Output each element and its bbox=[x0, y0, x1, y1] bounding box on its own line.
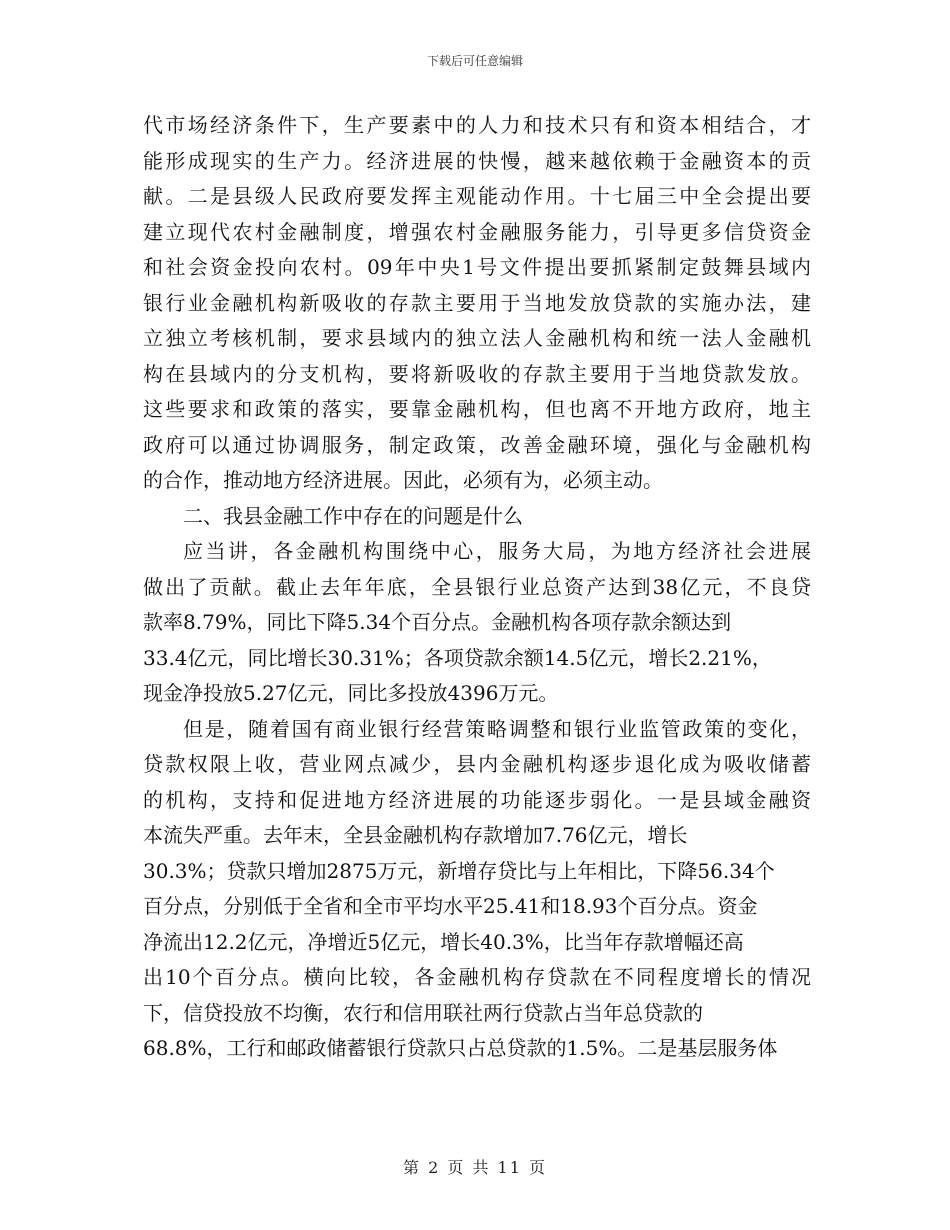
paragraph bbox=[143, 712, 811, 1067]
text-line: 33.4亿元，同比增长30.31%；各项贷款余额14.5亿元，增长2.21%， bbox=[143, 645, 772, 670]
paragraph bbox=[143, 108, 811, 499]
text-line: 和社会资金投向农村。09年中央1号文件提出要抓紧制定鼓舞县域内 bbox=[143, 255, 811, 279]
text-line: 款率8.79%，同比下降5.34个百分点。金融机构各项存款余额达到 bbox=[143, 610, 732, 634]
text-line: 代市场经济条件下，生产要素中的人力和技术只有和资本相结合，才 bbox=[143, 113, 811, 137]
text-line: 立独立考核机制，要求县域内的独立法人金融机构和统一法人金融机 bbox=[143, 326, 811, 350]
text-line: 的合作，推动地方经济进展。因此，必须有为，必须主动。 bbox=[143, 468, 663, 492]
text-line: 本流失严重。去年末，全县金融机构存款增加7.76亿元，增长 bbox=[143, 823, 688, 847]
text-line: 政府可以通过协调服务，制定政策，改善金融环境，强化与金融机构 bbox=[143, 432, 811, 457]
text-line: 30.3%；贷款只增加2875万元，新增存贷比与上年相比，下降56.34个 bbox=[143, 858, 775, 883]
page-header: 下载后可任意编辑 bbox=[426, 54, 523, 68]
text-line: 建立现代农村金融制度，增强农村金融服务能力，引导更多信贷资金 bbox=[143, 219, 811, 244]
text-line: 做出了贡献。截止去年年底，全县银行业总资产达到38亿元，不良贷 bbox=[143, 574, 811, 599]
text-line: 下，信贷投放不均衡，农行和信用联社两行贷款占当年总贷款的 bbox=[143, 1000, 703, 1025]
page-number-footer: 第 2 页 共 11 页 bbox=[403, 1158, 547, 1177]
text-line: 构在县域内的分支机构，要将新吸收的存款主要用于当地贷款发放。 bbox=[143, 361, 811, 386]
heading-line: 二、我县金融工作中存在的问题是什么 bbox=[183, 503, 523, 528]
paragraph bbox=[143, 534, 811, 712]
text-line: 的机构，支持和促进地方经济进展的功能逐步弱化。一是县域金融资 bbox=[143, 787, 811, 812]
text-line: 出10个百分点。横向比较，各金融机构存贷款在不同程度增长的情况 bbox=[143, 965, 811, 989]
text-line: 贷款权限上收，营业网点减少，县内金融机构逐步退化成为吸收储蓄 bbox=[143, 752, 811, 776]
document-body bbox=[143, 108, 811, 1067]
text-line: 能形成现实的生产力。经济进展的快慢，越来越依赖于金融资本的贡 bbox=[143, 148, 811, 173]
text-line: 这些要求和政策的落实，要靠金融机构，但也离不开地方政府，地主 bbox=[143, 397, 811, 421]
text-line: 银行业金融机构新吸收的存款主要用于当地发放贷款的实施办法，建 bbox=[143, 290, 811, 315]
text-line: 百分点，分别低于全省和全市平均水平25.41和18.93个百分点。资金 bbox=[143, 894, 758, 918]
text-line: 应当讲，各金融机构围绕中心，服务大局，为地方经济社会进展 bbox=[183, 539, 811, 563]
section-heading bbox=[143, 499, 811, 535]
text-line: 但是，随着国有商业银行经营策略调整和银行业监管政策的变化， bbox=[183, 716, 811, 741]
text-line: 现金净投放5.27亿元，同比多投放4396万元。 bbox=[143, 681, 559, 705]
text-line: 68.8%，工行和邮政储蓄银行贷款只占总贷款的1.5%。二是基层服务体 bbox=[143, 1036, 778, 1060]
text-line: 净流出12.2亿元，净增近5亿元，增长40.3%，比当年存款增幅还高 bbox=[143, 929, 744, 954]
text-line: 献。二是县级人民政府要发挥主观能动作用。十七届三中全会提出要 bbox=[143, 184, 811, 208]
